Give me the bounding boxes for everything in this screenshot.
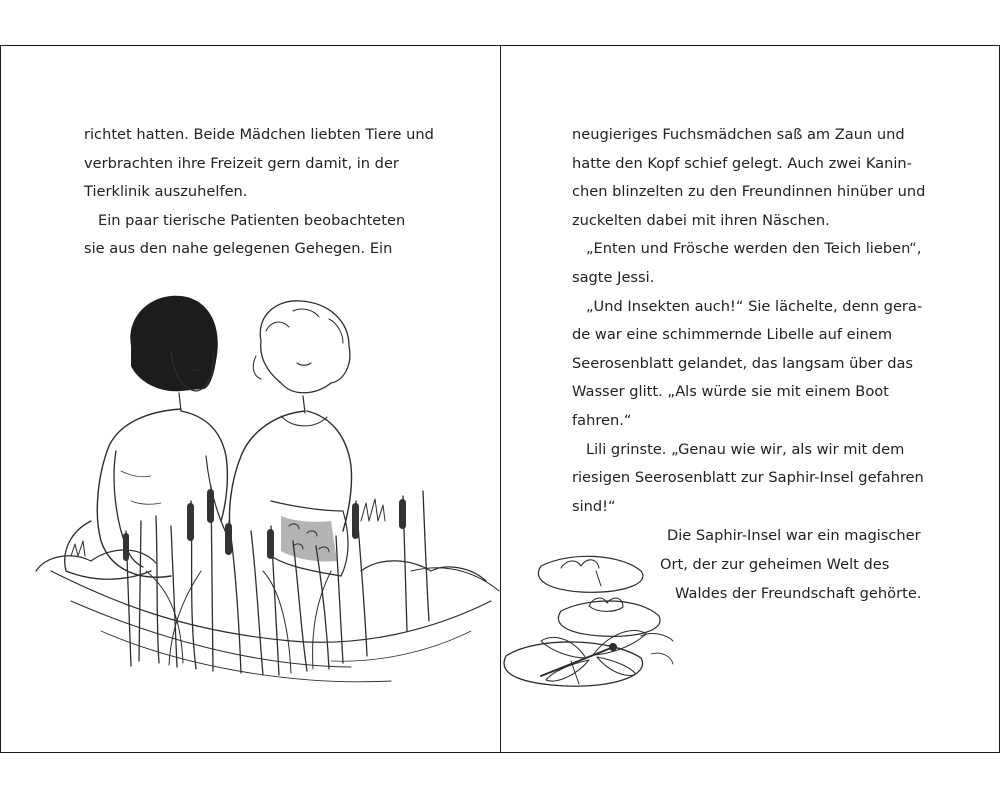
left-page	[0, 45, 500, 753]
text-line: riesigen Seerosenblatt zur Saphir-Insel gefahren	[572, 469, 924, 487]
text-line: hatte den Kopf schief gelegt. Auch zwei Kanin-	[572, 154, 912, 172]
text-line: richtet hatten. Beide Mädchen liebten Tiere und	[84, 126, 434, 143]
text-line: zuckelten dabei mit ihren Näschen.	[572, 211, 830, 229]
text-line: chen blinzelten zu den Freundinnen hinüber und	[572, 183, 926, 201]
text-line: „Enten und Frösche werden den Teich lieben“,	[586, 240, 922, 258]
text-line: Die Saphir-Insel war ein magischer	[667, 527, 921, 544]
left-page-text	[84, 121, 434, 264]
right-page	[500, 45, 1000, 753]
text-line: sie aus den nahe gelegenen Gehegen. Ein	[84, 240, 393, 258]
text-line: neugieriges Fuchsmädchen saß am Zaun und	[572, 126, 905, 143]
book-spread	[0, 45, 1000, 753]
right-page-text	[572, 121, 925, 521]
text-line: de war eine schimmernde Libelle auf einem	[572, 326, 893, 344]
text-line: verbrachten ihre Freizeit gern damit, in der	[84, 154, 399, 172]
text-line: Wasser glitt. „Als würde sie mit einem Boot	[572, 383, 889, 401]
text-line: „Und Insekten auch!“ Sie lächelte, denn gera-	[586, 297, 923, 315]
lily-pad-dragonfly-illustration	[501, 526, 676, 696]
text-line: Seerosenblatt gelandet, das langsam über das	[572, 354, 914, 372]
text-line: Ein paar tierische Patienten beobachteten	[98, 211, 406, 229]
text-line: fahren.“	[572, 411, 632, 429]
text-line: Tierklinik auszuhelfen.	[84, 183, 248, 201]
text-line: Waldes der Freundschaft gehörte.	[675, 585, 922, 602]
text-line: Ort, der zur geheimen Welt des	[660, 556, 890, 573]
text-line: Lili grinste. „Genau wie wir, als wir mit dem	[586, 440, 905, 458]
text-line: sind!“	[572, 497, 616, 515]
text-line: sagte Jessi.	[572, 268, 655, 286]
girls-at-pond-illustration	[31, 271, 500, 701]
